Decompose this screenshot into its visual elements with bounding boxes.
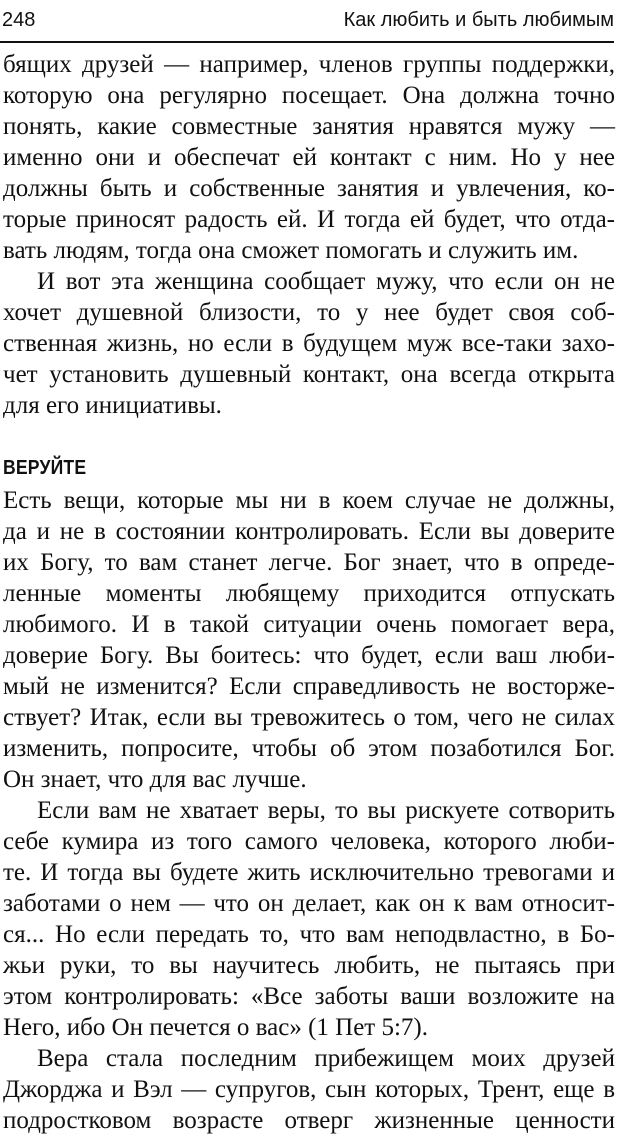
text-line: изменить, попросите, чтобы об этом позаботился Бог. (3, 735, 615, 762)
text-line: жьи руки, то вы научитесь любить, не пытаясь при (3, 952, 615, 979)
text-line: их Богу, то вам станет легче. Бог знает, что в опреде- (3, 549, 615, 576)
text-line: именно они и обеспечат ей контакт с ним. Но у нее (3, 144, 615, 171)
text-line: Он знает, что для вас лучше. (3, 766, 307, 793)
paragraph (3, 266, 615, 421)
paragraph (3, 485, 615, 795)
text-line: Вера стала последним прибежищем моих друзей (37, 1045, 615, 1072)
text-line: любимого. И в такой ситуации очень помогает вера, (3, 611, 615, 638)
running-head (0, 6, 614, 34)
text-line: Джорджа и Вэл — супругов, сын которых, Трент, еще в (3, 1076, 615, 1103)
page-number: 248 (2, 9, 36, 31)
paragraph-continued (3, 49, 615, 266)
text-line: ственная жизнь, но если в будущем муж все-таки захо- (3, 330, 615, 357)
text-line: хочет душевной близости, то у нее будет своя соб- (3, 299, 615, 326)
text-line: себе кумира из того самого человека, которого люби- (3, 828, 615, 855)
text-line: для его инициативы. (3, 392, 222, 419)
text-line: вать людям, тогда она сможет помогать и служить им. (3, 237, 579, 264)
running-title: Как любить и быть любимым (343, 9, 614, 31)
text-line: торые приносят радость ей. И тогда ей будет, что отда- (3, 206, 615, 233)
text-line: заботами о нем — что он делает, как он к вам относит- (3, 890, 615, 917)
paragraph (3, 1043, 615, 1136)
text-line: подростковом возрасте отверг жизненные ценности (3, 1107, 615, 1134)
text-line: этом контролировать: «Все заботы ваши возложите на (3, 983, 615, 1010)
section-spacer (3, 421, 615, 451)
text-line: доверие Богу. Вы боитесь: что будет, если ваш люби- (3, 642, 615, 669)
body-text (3, 49, 615, 1136)
text-line: ся... Но если передать то, что вам неподвластно, в Бо- (3, 921, 615, 948)
text-line: Если вам не хватает веры, то вы рискуете сотворить (37, 797, 615, 824)
text-line: ленные моменты любящему приходится отпускать (3, 580, 615, 607)
text-line: бящих друзей — например, членов группы поддержки, (3, 51, 615, 78)
text-line: те. И тогда вы будете жить исключительно тревогами и (3, 859, 615, 886)
text-line: чет установить душевный контакт, она всегда открыта (3, 361, 615, 388)
text-line: которую она регулярно посещает. Она должна точно (3, 82, 615, 109)
text-line: должны быть и собственные занятия и увлечения, ко- (3, 175, 615, 202)
text-line: И вот эта женщина сообщает мужу, что если он не (37, 268, 615, 295)
paragraph (3, 795, 615, 1043)
text-line: ствует? Итак, если вы тревожитесь о том, чего не силах (3, 704, 615, 731)
text-line: понять, какие совместные занятия нравятся мужу — (3, 113, 615, 140)
text-line: Есть вещи, которые мы ни в коем случае не должны, (3, 487, 615, 514)
header-rule (0, 41, 614, 43)
section-heading: ВЕРУЙТЕ (3, 457, 87, 479)
text-line: Него, ибо Он печется о вас» (1 Пет 5:7). (3, 1014, 428, 1041)
text-line: мый не изменится? Если справедливость не восторже- (3, 673, 615, 700)
text-line: да и не в состоянии контролировать. Если вы доверите (3, 518, 615, 545)
